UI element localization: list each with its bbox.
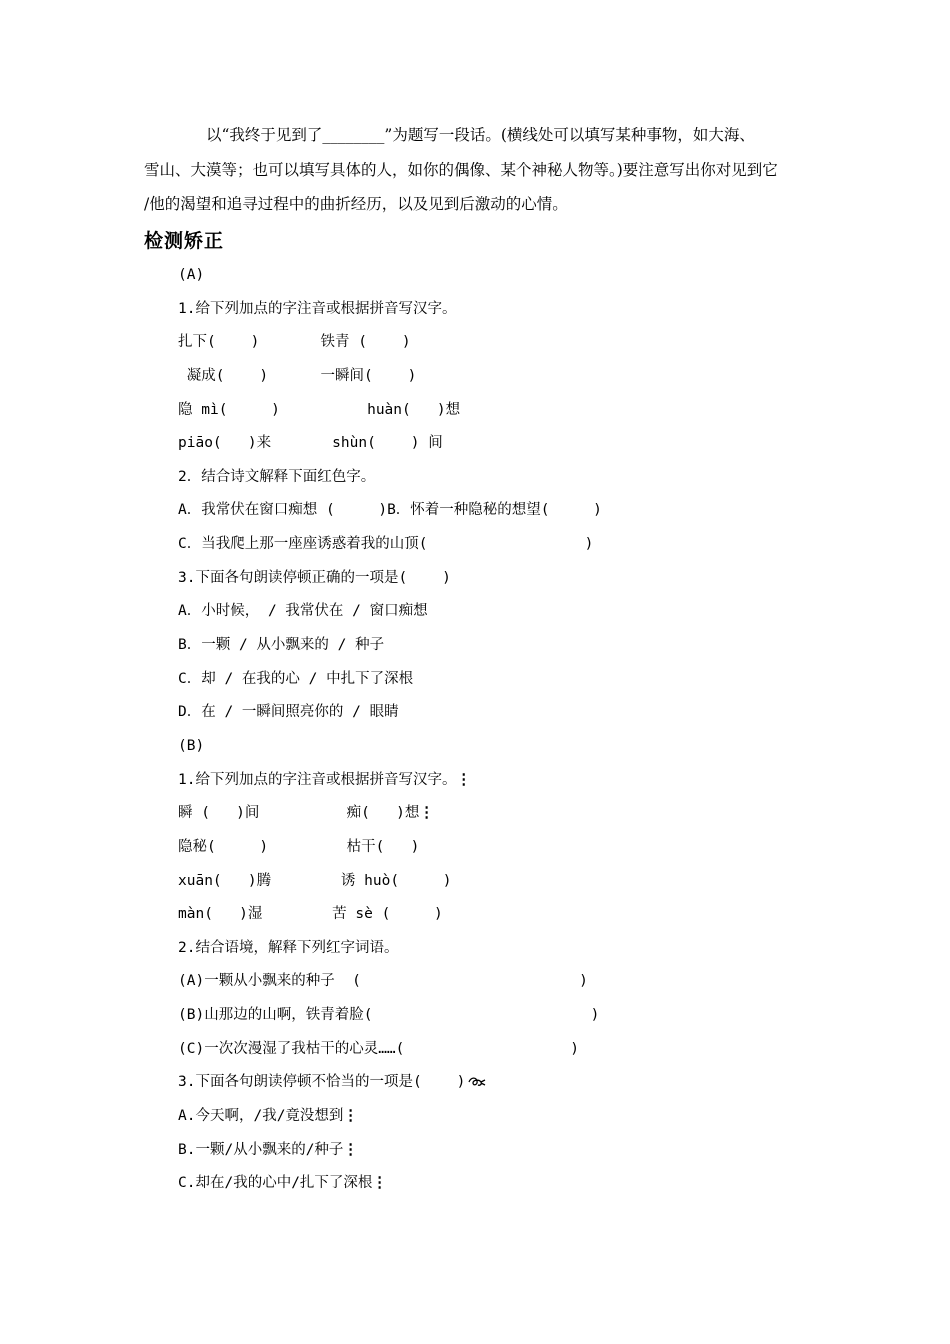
answer-option: (A)一颗从小飘来的种子 ( ) — [178, 973, 588, 989]
answer-option: C．却 / 在我的心 / 中扎下了深根 — [178, 671, 414, 687]
answer-option: (C)一次次漫湿了我枯干的心灵……( ) — [178, 1041, 579, 1057]
question-line-wrap — [178, 801, 435, 825]
answer-option: (B)山那边的山啊，铁青着脸( ) — [178, 1007, 600, 1023]
question-line-wrap — [178, 1138, 359, 1162]
question-title: 2.结合语境，解释下列红字词语。 — [178, 940, 399, 956]
prompt-line: 以“我终于见到了________”为题写一段话。(横线处可以填写某种事物，如大海、 — [206, 126, 755, 144]
writing-prompt — [144, 118, 814, 222]
question-line-wrap — [178, 1171, 388, 1195]
section-a-label: (A) — [178, 267, 205, 283]
question-title: 2．结合诗文解释下面红色字。 — [178, 469, 376, 485]
dots-mark-icon — [343, 1142, 359, 1158]
pinyin-row: 瞬 ( )间 痴( )想 — [178, 805, 420, 821]
question-line-wrap — [178, 1070, 487, 1094]
question-line: A．我常伏在窗口痴想 ( )B．怀着一种隐秘的想望( ) — [178, 502, 602, 518]
swirl-mark-icon — [467, 1075, 487, 1089]
answer-option: B.一颗/从小飘来的/种子 — [178, 1142, 344, 1158]
question-title: 1.给下列加点的字注音或根据拼音写汉字。 — [178, 301, 457, 317]
pinyin-row: 隐秘( ) 枯干( ) — [178, 839, 420, 855]
pinyin-row: piāo( )来 shùn( ) 间 — [178, 435, 443, 451]
section-heading: 检测矫正 — [144, 230, 225, 252]
pinyin-row: xuān( )腾 诱 huò( ) — [178, 873, 452, 889]
dots-mark-icon — [372, 1175, 388, 1191]
dots-mark-icon — [419, 805, 435, 821]
question-line: C．当我爬上那一座座诱惑着我的山顶( ) — [178, 536, 594, 552]
prompt-line: 雪山、大漠等；也可以填写具体的人，如你的偶像、某个神秘人物等。)要注意写出你对见到它 — [144, 160, 778, 179]
answer-option: B．一颗 / 从小飘来的 / 种子 — [178, 637, 385, 653]
question-line-wrap — [178, 768, 472, 792]
section-b-label: (B) — [178, 738, 205, 754]
question-title: 3.下面各句朗读停顿正确的一项是( ) — [178, 570, 451, 586]
pinyin-row: 凝成( ) 一瞬间( ) — [178, 368, 417, 384]
dots-mark-icon — [343, 1108, 359, 1124]
prompt-line: /他的渴望和追寻过程中的曲折经历，以及见到后激动的心情。 — [144, 195, 568, 213]
dots-mark-icon — [456, 772, 472, 788]
pinyin-row: 扎下( ) 铁青 ( ) — [178, 334, 411, 350]
pinyin-row: màn( )湿 苦 sè ( ) — [178, 906, 443, 922]
question-title: 3.下面各句朗读停顿不恰当的一项是( ) — [178, 1074, 466, 1090]
question-line-wrap — [178, 1104, 359, 1128]
answer-option: A．小时候， / 我常伏在 / 窗口痴想 — [178, 603, 428, 619]
answer-option: C.却在/我的心中/扎下了深根 — [178, 1175, 373, 1191]
answer-option: A.今天啊，/我/竟没想到 — [178, 1108, 344, 1124]
answer-option: D．在 / 一瞬间照亮你的 / 眼睛 — [178, 704, 399, 720]
pinyin-row: 隐 mì( ) huàn( )想 — [178, 402, 461, 418]
question-title: 1.给下列加点的字注音或根据拼音写汉字。 — [178, 772, 457, 788]
